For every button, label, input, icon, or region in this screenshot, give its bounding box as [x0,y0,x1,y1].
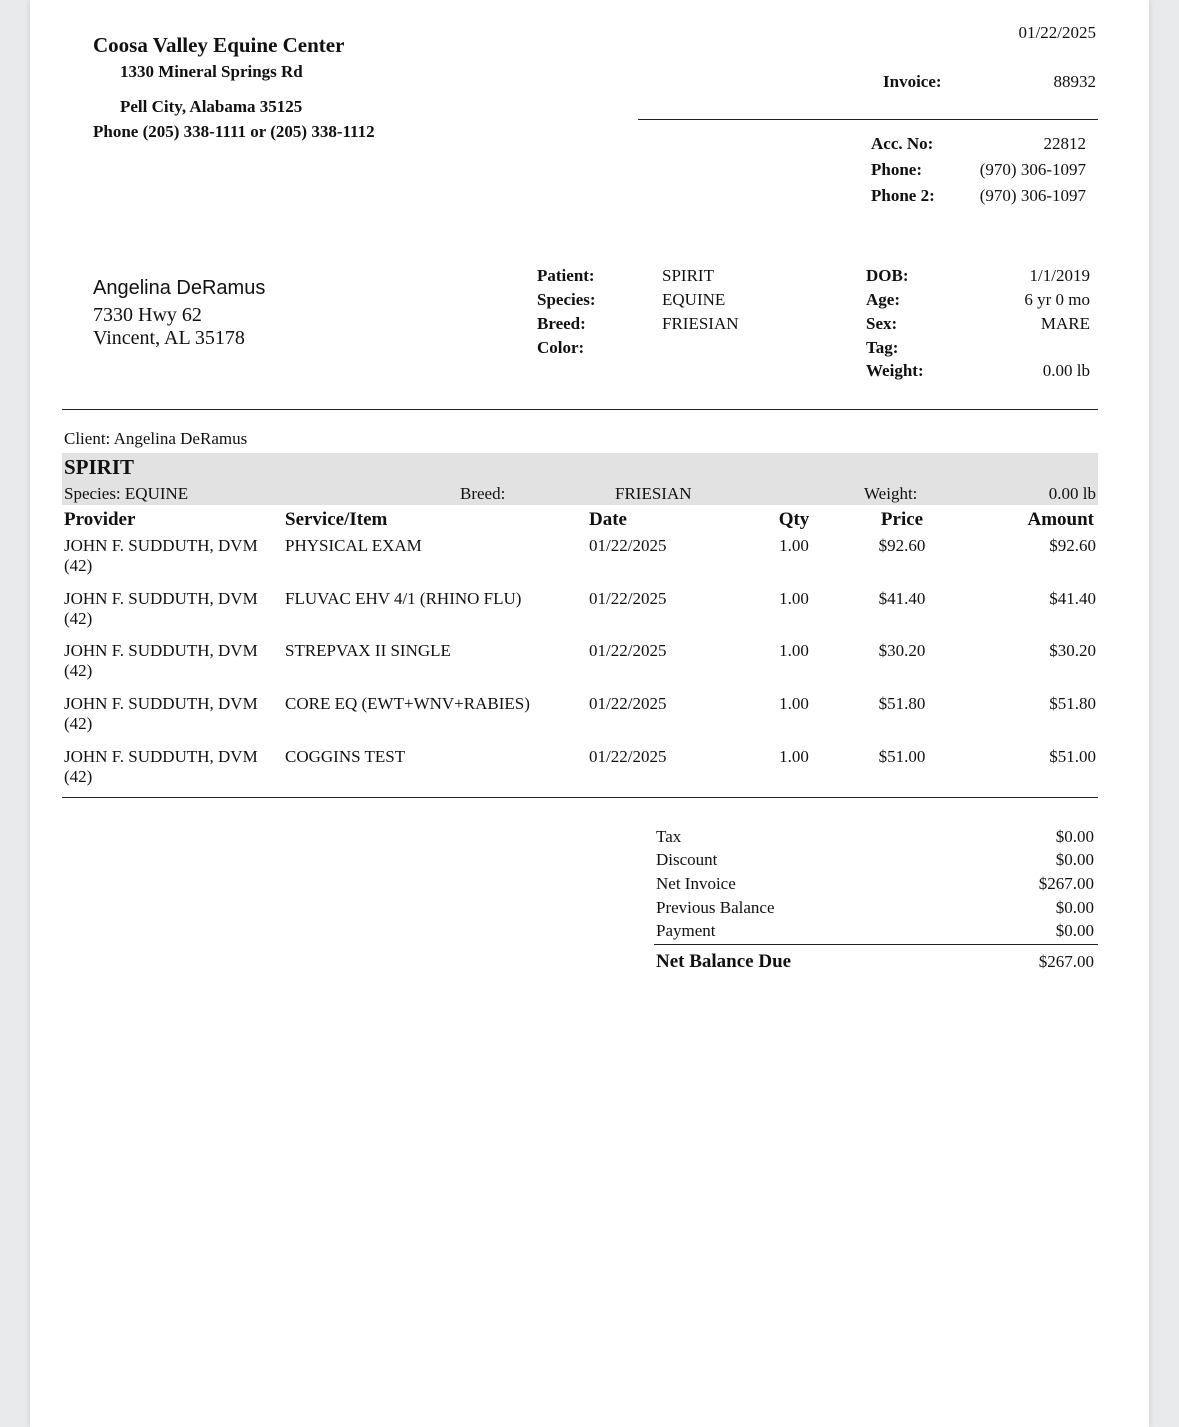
net-invoice-label: Net Invoice [656,874,736,893]
phone-value: (970) 306-1097 [979,160,1086,179]
row5-amount: $51.00 [1049,747,1096,766]
col-header-service: Service/Item [285,509,388,530]
row5-provider-id: (42) [64,767,93,786]
client-name: Angelina DeRamus [93,277,266,299]
client-line: Client: Angelina DeRamus [64,429,248,448]
invoice-page [30,0,1149,1427]
row5-price: $51.00 [878,747,926,766]
band-breed-value: FRIESIAN [615,484,692,503]
band-weight-label: Weight: [864,484,918,503]
row5-qty: 1.00 [779,747,809,766]
patient-value: SPIRIT [662,266,714,285]
row4-service: CORE EQ (EWT+WNV+RABIES) [285,694,530,713]
row3-provider-id: (42) [64,661,93,680]
discount-value: $0.00 [1055,850,1094,869]
clinic-name: Coosa Valley Equine Center [93,33,345,57]
col-header-provider: Provider [64,509,136,530]
invoice-date: 01/22/2025 [1018,23,1096,42]
client-address-line1: 7330 Hwy 62 [93,304,202,326]
row4-provider-id: (42) [64,714,93,733]
net-balance-due-value: $267.00 [1038,952,1094,971]
breed-label: Breed: [537,314,586,333]
row3-amount: $30.20 [1049,641,1096,660]
row3-provider: JOHN F. SUDDUTH, DVM [64,641,258,660]
col-header-date: Date [589,509,627,530]
row4-date: 01/22/2025 [589,694,667,713]
col-header-amount: Amount [1027,509,1094,530]
sex-value: MARE [1040,314,1090,333]
row1-amount: $92.60 [1049,536,1096,555]
row4-amount: $51.80 [1049,694,1096,713]
row1-provider-id: (42) [64,556,93,575]
row2-provider: JOHN F. SUDDUTH, DVM [64,589,258,608]
col-header-price: Price [880,509,924,530]
dob-value: 1/1/2019 [1029,266,1090,285]
dob-label: DOB: [866,266,909,285]
payment-value: $0.00 [1055,921,1094,940]
section-divider [62,409,1098,410]
row1-date: 01/22/2025 [589,536,667,555]
row5-service: COGGINS TEST [285,747,406,766]
row2-service: FLUVAC EHV 4/1 (RHINO FLU) [285,589,522,608]
account-number: 22812 [1043,134,1086,153]
patient-label: Patient: [537,266,595,285]
row2-price: $41.40 [878,589,926,608]
account-number-label: Acc. No: [871,134,934,153]
row1-provider: JOHN F. SUDDUTH, DVM [64,536,258,555]
band-breed-label: Breed: [460,484,506,503]
invoice-number: 88932 [1053,72,1096,91]
discount-label: Discount [656,850,718,869]
payment-label: Payment [656,921,716,940]
phone2-value: (970) 306-1097 [979,186,1086,205]
previous-balance-label: Previous Balance [656,898,775,917]
age-value: 6 yr 0 mo [1024,290,1090,309]
band-patient-name: SPIRIT [64,455,135,479]
breed-value: FRIESIAN [662,314,739,333]
clinic-phone: Phone (205) 338-1111 or (205) 338-1112 [93,122,375,141]
row5-provider: JOHN F. SUDDUTH, DVM [64,747,258,766]
net-invoice-value: $267.00 [1038,874,1094,893]
weight-value: 0.00 lb [1042,361,1090,380]
row2-qty: 1.00 [779,589,809,608]
row2-date: 01/22/2025 [589,589,667,608]
species-value: EQUINE [662,290,726,309]
row1-service: PHYSICAL EXAM [285,536,422,555]
row3-service: STREPVAX II SINGLE [285,641,451,660]
phone-label: Phone: [871,160,922,179]
band-species: Species: EQUINE [64,484,189,503]
age-label: Age: [866,290,900,309]
client-address-line2: Vincent, AL 35178 [93,327,245,349]
totals-divider [654,944,1098,945]
row4-provider: JOHN F. SUDDUTH, DVM [64,694,258,713]
clinic-address-line1: 1330 Mineral Springs Rd [120,62,303,81]
header-divider [638,119,1098,120]
phone2-label: Phone 2: [871,186,935,205]
row1-qty: 1.00 [779,536,809,555]
previous-balance-value: $0.00 [1055,898,1094,917]
row2-amount: $41.40 [1049,589,1096,608]
weight-label: Weight: [866,361,924,380]
patient-band [62,453,1098,505]
color-label: Color: [537,338,585,357]
row1-price: $92.60 [878,536,926,555]
sex-label: Sex: [866,314,898,333]
tax-label: Tax [656,827,682,846]
row2-provider-id: (42) [64,609,93,628]
clinic-address-line2: Pell City, Alabama 35125 [120,97,303,116]
table-bottom-divider [62,797,1098,798]
row4-price: $51.80 [878,694,926,713]
col-header-qty: Qty [778,509,810,530]
band-weight-value: 0.00 lb [1048,484,1096,503]
species-label: Species: [537,290,596,309]
net-balance-due-label: Net Balance Due [656,951,792,972]
row3-date: 01/22/2025 [589,641,667,660]
row3-qty: 1.00 [779,641,809,660]
tax-value: $0.00 [1055,827,1094,846]
row5-date: 01/22/2025 [589,747,667,766]
tag-label: Tag: [866,338,899,357]
row4-qty: 1.00 [779,694,809,713]
invoice-label: Invoice: [883,72,942,91]
row3-price: $30.20 [878,641,926,660]
